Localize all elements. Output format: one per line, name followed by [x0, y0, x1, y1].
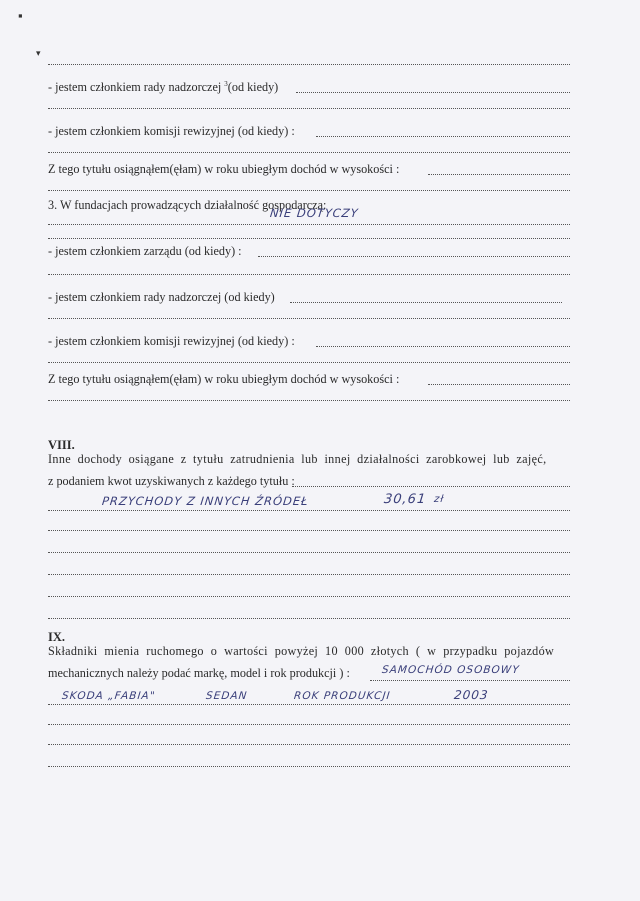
handwritten-przychody: PRZYCHODY Z INNYCH ŹRÓDEŁ [101, 494, 310, 508]
dotted-line [48, 510, 570, 511]
dotted-line [48, 744, 570, 745]
section-ix-text-2: mechanicznych należy podać markę, model i rok produkcji ) : [48, 666, 350, 680]
handwritten-sedan: SEDAN [205, 690, 249, 702]
dotted-line [296, 92, 570, 93]
dotted-line [48, 362, 570, 363]
dotted-line [48, 618, 570, 619]
handwritten-amount: 30,61 [383, 492, 428, 507]
dotted-line [290, 302, 562, 303]
handwritten-rok-produkcji: ROK PRODUKCJI [293, 690, 392, 702]
handwritten-samochod: SAMOCHÓD OSOBOWY [381, 664, 521, 676]
dotted-line [316, 346, 570, 347]
dotted-line [48, 552, 570, 553]
dotted-line [48, 190, 570, 191]
komisja-rewizyjna-line: - jestem członkiem komisji rewizyjnej (od kiedy) : [48, 124, 295, 138]
section-ix-number: IX. [48, 630, 66, 644]
dotted-line [48, 530, 570, 531]
dotted-line [370, 680, 570, 681]
section-viii-text: Inne dochody osiągane z tytułu zatrudnienia lub innej działalności zarobkowej lub zajęć, [48, 452, 547, 466]
handwritten-skoda: SKODA „FABIA" [61, 690, 157, 702]
section-3-heading: 3. W fundacjach prowadzących działalność gospodarczą: [48, 198, 327, 212]
dochod-line: Z tego tytułu osiągnąłem(ęłam) w roku ubiegłym dochód w wysokości : [48, 162, 400, 176]
dotted-line [48, 238, 570, 239]
scan-mark: ▪ [18, 8, 23, 23]
dotted-line [48, 274, 570, 275]
scan-mark: ▾ [36, 48, 41, 58]
section-viii-text-2: z podaniem kwot uzyskiwanych z każdego tytułu : [48, 474, 295, 488]
dotted-line [292, 486, 570, 487]
dotted-line [48, 400, 570, 401]
section-viii-number: VIII. [48, 438, 75, 452]
rada-nadzorcza-line: - jestem członkiem rady nadzorczej $^3$(od kiedy) [48, 80, 279, 94]
dotted-line [48, 704, 570, 705]
komisja-rewizyjna-line: - jestem członkiem komisji rewizyjnej (od kiedy) : [48, 334, 295, 348]
rada-nadzorcza-line: - jestem członkiem rady nadzorczej (od kiedy) [48, 290, 275, 304]
dotted-line [428, 174, 570, 175]
dotted-line [48, 152, 570, 153]
dotted-line [48, 224, 570, 225]
handwritten-nie-dotyczy: NIE DOTYCZY [269, 206, 360, 220]
dotted-line [48, 108, 570, 109]
dotted-line [48, 574, 570, 575]
handwritten-unit: zł [433, 494, 445, 505]
section-ix-text: Składniki mienia ruchomego o wartości powyżej 10 000 złotych ( w przypadku pojazdów [48, 644, 555, 658]
dotted-line [316, 136, 570, 137]
dotted-line [48, 64, 570, 65]
dotted-line [258, 256, 570, 257]
dochod-line: Z tego tytułu osiągnąłem(ęłam) w roku ubiegłym dochód w wysokości : [48, 372, 400, 386]
dotted-line [428, 384, 570, 385]
dotted-line [48, 766, 570, 767]
dotted-line [48, 724, 570, 725]
dotted-line [48, 318, 570, 319]
zarzad-line: - jestem członkiem zarządu (od kiedy) : [48, 244, 242, 258]
dotted-line [48, 596, 570, 597]
handwritten-year: 2003 [453, 688, 490, 702]
